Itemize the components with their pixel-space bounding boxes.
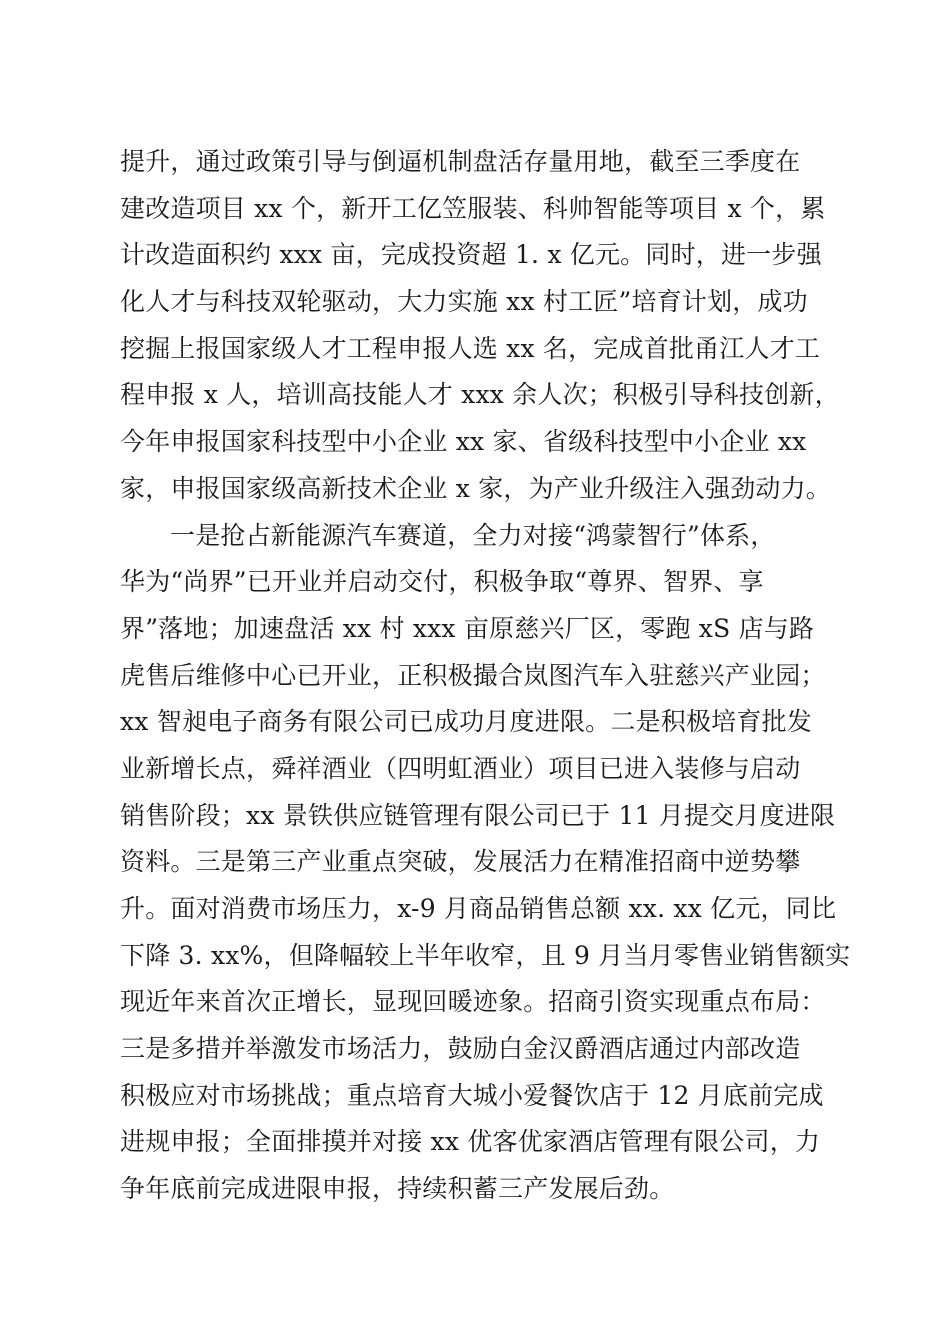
document-body	[120, 139, 851, 1213]
text-line: 家，申报国家级高新技术企业 x 家，为产业升级注入强劲动力。	[120, 473, 831, 503]
text-line: 计改造面积约 xxx 亩，完成投资超 1. x 亿元。同时，进一步强	[120, 240, 822, 270]
text-line: 现近年来首次正增长，显现回暖迹象。招商引资实现重点布局：	[120, 987, 826, 1017]
text-line: 进规申报；全面排摸并对接 xx 优客优家酒店管理有限公司，力	[120, 1127, 821, 1157]
text-line: 挖掘上报国家级人才工程申报人选 xx 名，完成首批甬江人才工	[120, 333, 821, 363]
text-line: 争年底前完成进限申报，持续积蓄三产发展后劲。	[120, 1174, 675, 1204]
text-line: 业新增长点，舜祥酒业（四明虹酒业）项目已进入装修与启动	[120, 753, 801, 783]
text-line: 升。面对消费市场压力，x-9 月商品销售总额 xx. xx 亿元，同比	[120, 894, 837, 923]
text-line: 积极应对市场挑战；重点培育大城小爱餐饮店于 12 月底前完成	[120, 1080, 824, 1110]
text-line: 提升，通过政策引导与倒逼机制盘活存量用地，截至三季度在	[120, 147, 801, 176]
text-line: 虎售后维修中心已开业，正积极撮合岚图汽车入驻慈兴产业园；	[120, 660, 826, 690]
text-line: 界”落地；加速盘活 xx 村 xxx 亩原慈兴厂区，零跑 xS 店与路	[120, 613, 815, 643]
text-line: 化人才与科技双轮驱动，大力实施 xx 村工匠”培育计划，成功	[120, 287, 808, 317]
text-line: 资料。三是第三产业重点突破，发展活力在精准招商中逆势攀	[120, 847, 801, 877]
text-line: 下降 3. xx%，但降幅较上半年收窄，且 9 月当月零售业销售额实	[120, 940, 851, 970]
text-line: 一是抢占新能源汽车赛道，全力对接“鸿蒙智行”体系，	[170, 520, 776, 550]
paragraph-talent-technology	[120, 139, 840, 513]
text-line: 建改造项目 xx 个，新开工亿笠服装、科帅智能等项目 x 个，累	[120, 193, 826, 223]
text-line: 三是多措并举激发市场活力，鼓励白金汉爵酒店通过内部改造	[120, 1034, 801, 1064]
text-line: 华为“尚界”已开业并启动交付，积极争取“尊界、智界、享	[120, 567, 764, 597]
text-line: xx 智昶电子商务有限公司已成功月度进限。二是积极培育批发	[120, 707, 812, 737]
text-line: 今年申报国家科技型中小企业 xx 家、省级科技型中小企业 xx	[120, 427, 807, 457]
paragraph-industry-development	[120, 513, 851, 1213]
text-line: 销售阶段；xx 景铁供应链管理有限公司已于 11 月提交月度进限	[120, 800, 836, 830]
text-line: 程申报 x 人，培训高技能人才 xxx 余人次；积极引导科技创新，	[120, 380, 840, 410]
